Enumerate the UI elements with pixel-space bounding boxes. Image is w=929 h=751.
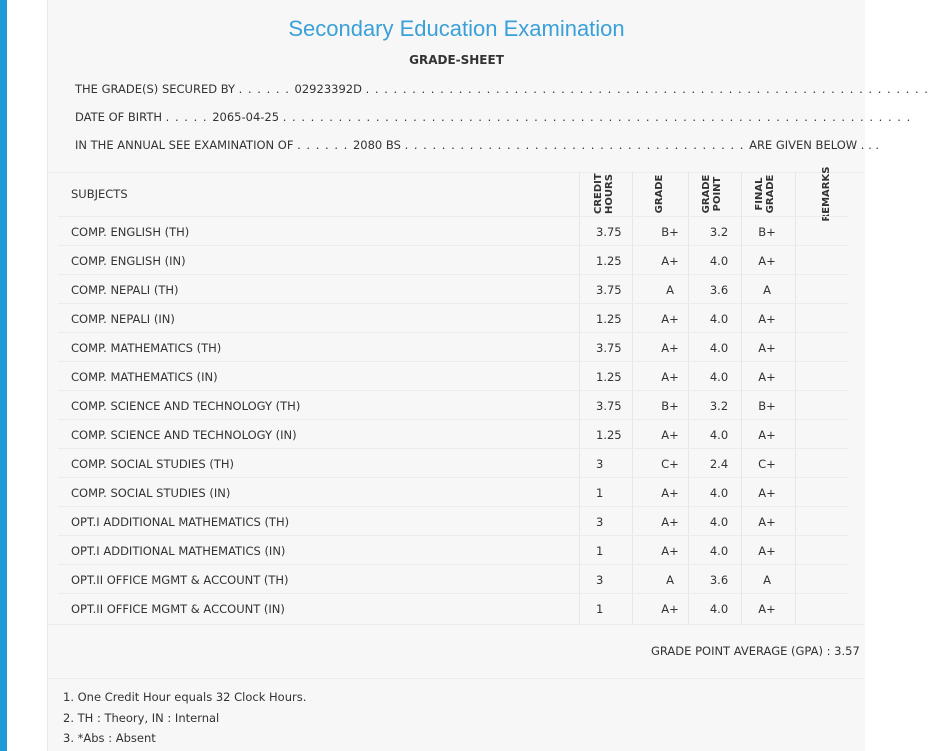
subject-cell: COMP. SOCIAL STUDIES (IN) [71,486,231,500]
note-item: 1. One Credit Hour equals 32 Clock Hours. [63,690,307,704]
credit-hours-cell: 1.25 [596,370,622,384]
table-top-rule [48,172,865,173]
table-row [58,506,848,536]
table-row [58,564,848,594]
subject-cell: COMP. NEPALI (IN) [71,312,175,326]
final-grade-cell: A+ [758,544,776,558]
credit-hours-cell: 1.25 [596,428,622,442]
grade-point-cell: 4.0 [709,341,729,355]
grade-cell: A+ [661,341,679,355]
final-grade-cell: A+ [758,602,776,616]
gpa-summary: GRADE POINT AVERAGE (GPA) : 3.57 [651,644,860,658]
subject-cell: COMP. NEPALI (TH) [71,283,179,297]
table-row [58,332,848,362]
grade-point-cell: 4.0 [709,254,729,268]
final-grade-cell: A+ [758,254,776,268]
grade-cell: A [666,283,674,297]
grade-cell: C+ [661,457,679,471]
left-margin [7,0,47,751]
table-row [58,419,848,449]
grade-cell: A+ [661,544,679,558]
grade-point-cell: 4.0 [709,428,729,442]
credit-hours-cell: 3.75 [596,341,622,355]
column-header-final-grade: FINAL GRADE [754,174,776,214]
subject-cell: COMP. ENGLISH (TH) [71,225,190,239]
subject-cell: OPT.I ADDITIONAL MATHEMATICS (IN) [71,544,286,558]
grade-point-cell: 3.2 [709,225,729,239]
grade-point-cell: 3.2 [709,399,729,413]
subject-cell: COMP. SCIENCE AND TECHNOLOGY (TH) [71,399,301,413]
credit-hours-cell: 3 [596,457,604,471]
credit-hours-cell: 1 [596,602,604,616]
final-grade-cell: A+ [758,341,776,355]
final-grade-cell: A+ [758,370,776,384]
dob-line: DATE OF BIRTH . . . . . 2065-04-25 . . . . . . . . . . . . . . . . . . . . . . . . . . . . . . . . . . . . . . . . . . . . . . . . . . . . . . . . . . . . . . . . . . . . [75,110,912,124]
grade-cell: A+ [661,515,679,529]
grade-point-cell: 4.0 [709,370,729,384]
grade-point-cell: 4.0 [709,312,729,326]
final-grade-cell: A [763,573,771,587]
subject-cell: COMP. MATHEMATICS (TH) [71,341,222,355]
credit-hours-cell: 3 [596,515,604,529]
table-row [58,274,848,304]
grade-cell: A+ [661,254,679,268]
left-accent-bar [0,0,7,751]
subject-cell: COMP. ENGLISH (IN) [71,254,186,268]
exam-value: 2080 BS [352,138,401,152]
final-grade-cell: A+ [758,515,776,529]
final-grade-cell: B+ [758,225,776,239]
credit-hours-cell: 3.75 [596,225,622,239]
dob-label: DATE OF BIRTH [75,110,163,124]
column-header-grade-point: GRADE POINT [701,174,723,214]
secured-by-label: THE GRADE(S) SECURED BY [75,82,236,96]
grade-sheet [47,0,929,751]
exam-suffix: ARE GIVEN BELOW . . . [749,138,880,152]
grade-cell: A+ [661,428,679,442]
grade-cell: A+ [661,370,679,384]
credit-hours-cell: 1.25 [596,254,622,268]
page-title: Secondary Education Examination [288,16,625,41]
table-row [58,477,848,507]
column-header-grade: GRADE [654,174,665,214]
grade-cell: B+ [661,399,679,413]
grade-cell: A+ [661,312,679,326]
grade-point-cell: 3.6 [709,283,729,297]
subject-cell: OPT.II OFFICE MGMT & ACCOUNT (IN) [71,602,285,616]
final-grade-cell: A+ [758,486,776,500]
grade-cell: A [666,573,674,587]
note-item: 2. TH : Theory, IN : Internal [63,711,220,725]
secured-by-line: THE GRADE(S) SECURED BY . . . . . . 02923392D . . . . . . . . . . . . . . . . . . . . . . . . . . . . . . . . . . . . . . . . . . . . . . . . . . . . . . . . . . . . . [75,82,929,96]
grade-cell: A+ [661,486,679,500]
grade-point-cell: 4.0 [709,486,729,500]
table-row [58,245,848,275]
column-header-remarks: REMARKS [821,166,832,222]
secured-by-value: 02923392D [294,82,362,96]
credit-hours-cell: 1.25 [596,312,622,326]
final-grade-cell: A+ [758,428,776,442]
note-item: 3. *Abs : Absent [63,731,156,745]
table-row [58,303,848,333]
sheet-subtitle: GRADE-SHEET [409,53,504,67]
final-grade-cell: C+ [758,457,776,471]
subject-cell: COMP. SOCIAL STUDIES (TH) [71,457,235,471]
table-row [58,390,848,420]
table-row [58,593,848,623]
credit-hours-cell: 3.75 [596,399,622,413]
grade-cell: B+ [661,225,679,239]
grade-point-cell: 4.0 [709,602,729,616]
grade-point-cell: 3.6 [709,573,729,587]
final-grade-cell: A [763,283,771,297]
exam-line: IN THE ANNUAL SEE EXAMINATION OF . . . . . . 2080 BS . . . . . . . . . . . . . . . . . . . . . . . . . . . . . . . . . . . . . ARE GIVEN BELOW . . . [75,138,880,152]
grade-point-cell: 4.0 [709,544,729,558]
grade-point-cell: 2.4 [709,457,729,471]
table-row [58,361,848,391]
subject-cell: OPT.I ADDITIONAL MATHEMATICS (TH) [71,515,290,529]
notes-rule [48,678,865,679]
table-bottom-rule [48,624,865,625]
table-row [58,448,848,478]
credit-hours-cell: 1 [596,486,604,500]
final-grade-cell: A+ [758,312,776,326]
table-row [58,216,848,246]
subject-cell: COMP. MATHEMATICS (IN) [71,370,218,384]
credit-hours-cell: 3 [596,573,604,587]
subject-cell: OPT.II OFFICE MGMT & ACCOUNT (TH) [71,573,289,587]
exam-label: IN THE ANNUAL SEE EXAMINATION OF [75,138,294,152]
column-header-credit-hours: CREDIT HOURS [593,173,615,214]
dob-value: 2065-04-25 [212,110,280,124]
subject-cell: COMP. SCIENCE AND TECHNOLOGY (IN) [71,428,297,442]
column-header-subjects: SUBJECTS [71,187,128,201]
table-row [58,535,848,565]
final-grade-cell: B+ [758,399,776,413]
grade-cell: A+ [661,602,679,616]
grade-point-cell: 4.0 [709,515,729,529]
credit-hours-cell: 3.75 [596,283,622,297]
credit-hours-cell: 1 [596,544,604,558]
